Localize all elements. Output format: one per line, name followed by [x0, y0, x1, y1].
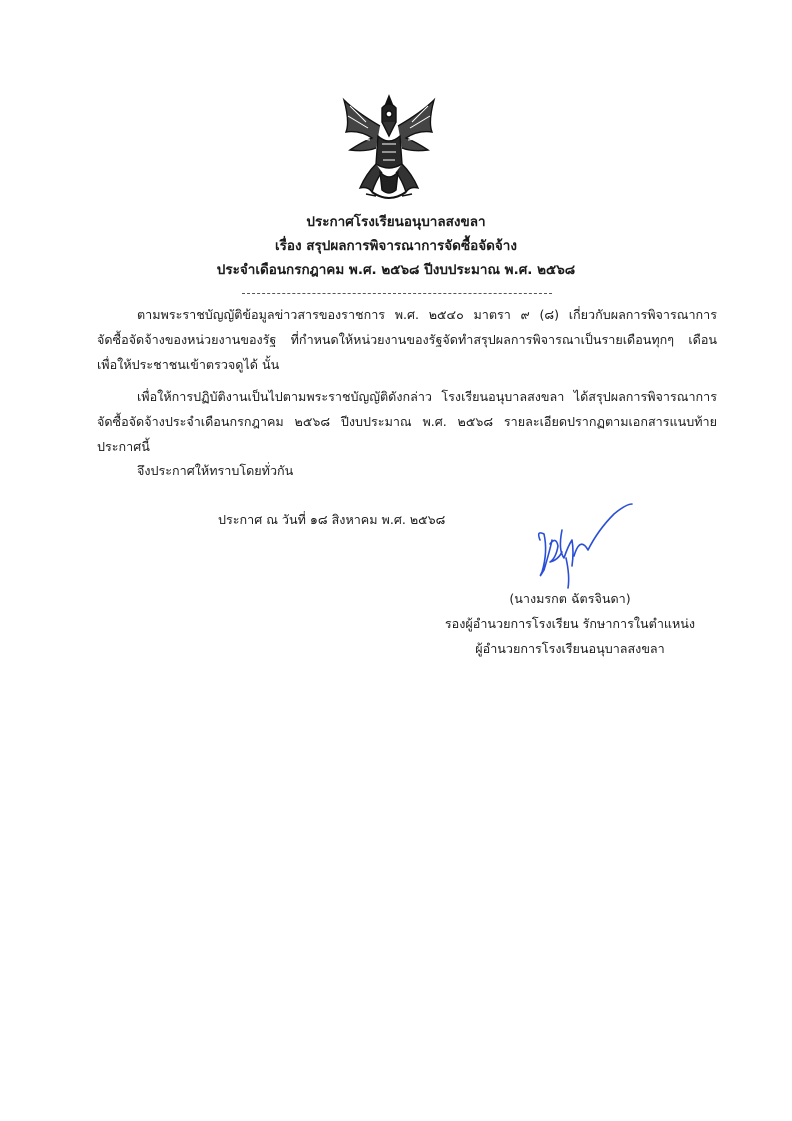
paragraph-1-line-1: ตามพระราชบัญญัติข้อมูลข่าวสารของราชการ พ.ศ. ๒๕๔๐ มาตรา ๙ (๘) เกี่ยวกับผลการพิจารณาการ [137, 307, 717, 322]
garuda-emblem [336, 92, 442, 206]
signatory-position-1: รองผู้อำนวยการโรงเรียน รักษาการในตำแหน่ง [444, 616, 696, 631]
header-divider [242, 293, 552, 294]
paragraph-1-line-2: จัดซื้อจัดจ้างของหน่วยงานของรัฐ ที่กำหนดให้หน่วยงานของรัฐจัดทำสรุปผลการพิจารณาเป็นรายเดือนทุกๆ เดือน [97, 332, 717, 347]
paragraph-1-line-3: เพื่อให้ประชาชนเข้าตรวจดูได้ นั้น [97, 357, 280, 372]
announcement-date: ประกาศ ณ วันที่ ๑๘ สิงหาคม พ.ศ. ๒๕๖๘ [218, 512, 446, 527]
signatory-name: (นางมรกต ฉัตรจินดา) [509, 591, 631, 606]
announcement-subject: เรื่อง สรุปผลการพิจารณาการจัดซื้อจัดจ้าง [275, 238, 517, 254]
closing-statement: จึงประกาศให้ทราบโดยทั่วกัน [137, 463, 294, 478]
paragraph-2-line-2: จัดซื้อจัดจ้างประจำเดือนกรกฎาคม ๒๕๖๘ ปีงบประมาณ พ.ศ. ๒๕๖๘ รายละเอียดปรากฏตามเอกสารแนบท้าย [97, 414, 717, 429]
announcement-title: ประกาศโรงเรียนอนุบาลสงขลา [306, 214, 486, 230]
handwritten-signature [528, 500, 648, 590]
paragraph-2-line-3: ประกาศนี้ [97, 439, 150, 454]
paragraph-2-line-1: เพื่อให้การปฏิบัติงานเป็นไปตามพระราชบัญญัติดังกล่าว โรงเรียนอนุบาลสงขลา ได้สรุปผลการพิจารณาการ [137, 389, 717, 404]
announcement-period: ประจำเดือนกรกฎาคม พ.ศ. ๒๕๖๘ ปีงบประมาณ พ.ศ. ๒๕๖๘ [216, 262, 576, 278]
signatory-position-2: ผู้อำนวยการโรงเรียนอนุบาลสงขลา [475, 641, 665, 656]
